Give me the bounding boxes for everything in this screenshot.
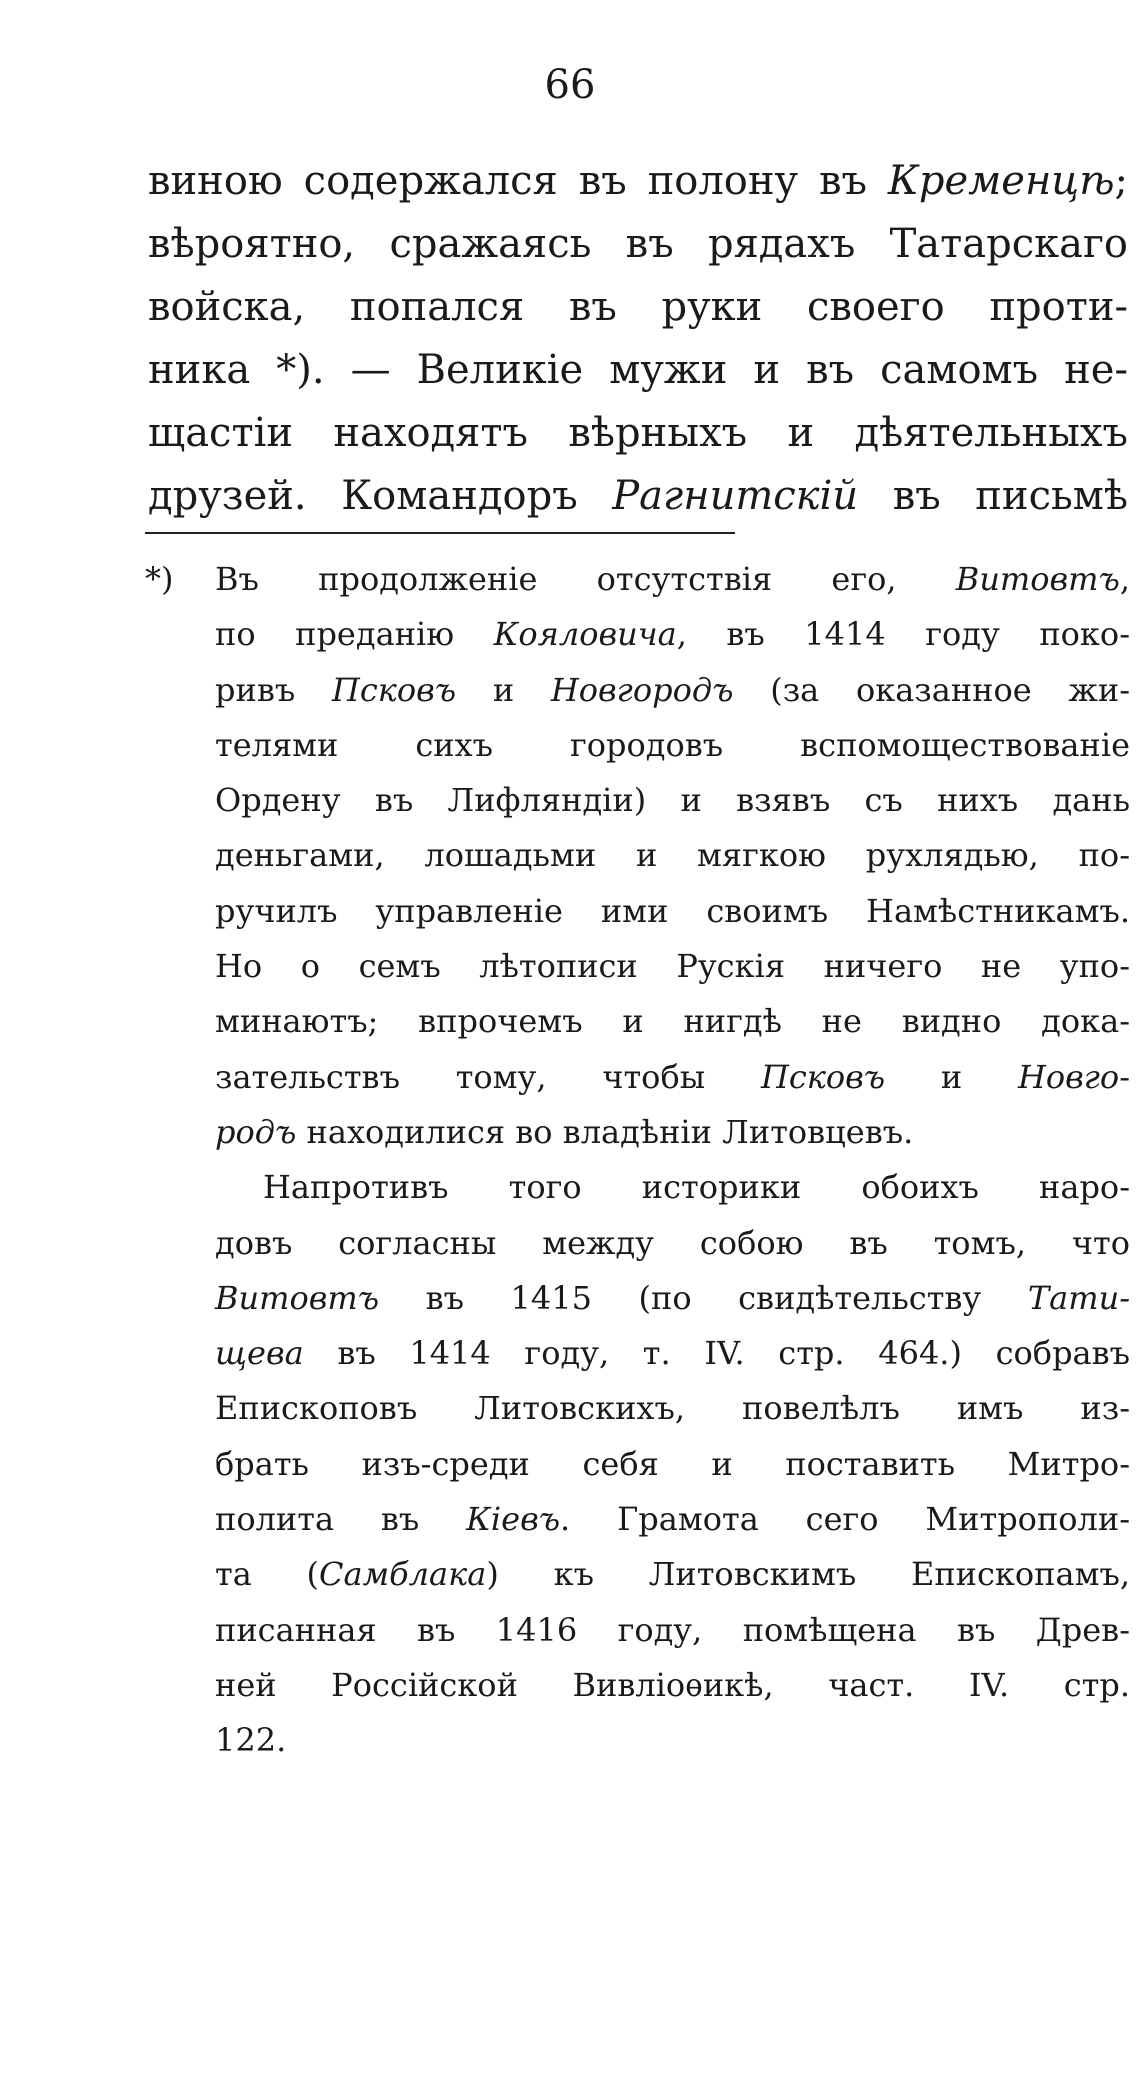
footnote-line — [145, 1326, 1130, 1381]
footnote-line — [145, 1216, 1130, 1271]
footnote-line — [145, 1437, 1130, 1492]
text-segment: писанная въ 1416 году, помѣщена въ Древ- — [215, 1610, 1130, 1649]
footnote-rule — [145, 532, 735, 534]
italic-name: родъ — [215, 1112, 297, 1151]
text-segment: полита въ — [215, 1500, 467, 1539]
text-segment: (за оказанное жи- — [733, 670, 1130, 709]
footnote-line — [145, 663, 1130, 718]
text-segment: зательствъ тому, чтобы — [215, 1057, 761, 1096]
text-segment: Но о семъ лѣтописи Рускія ничего не упо- — [215, 947, 1130, 986]
text-segment: вѣроятно, сражаясь въ рядахъ Татарскаго — [148, 221, 1128, 267]
text-segment: ручилъ управленіе ими своимъ Намѣстникамъ. — [215, 891, 1130, 930]
text-segment: ) къ Литовскимъ Епископамъ, — [486, 1555, 1131, 1594]
text-segment: ривъ — [215, 670, 332, 709]
footnote-line — [145, 1547, 1130, 1602]
footnote — [145, 552, 1130, 1769]
text-segment: та ( — [215, 1555, 320, 1594]
text-segment: . Грамота сего Митрополи- — [560, 1500, 1131, 1539]
text-segment: Ордену въ Лифляндіи) и взявъ съ нихъ дань — [215, 781, 1130, 820]
footnote-line — [145, 773, 1130, 828]
text-segment: и — [885, 1057, 1018, 1096]
text-segment: довъ согласны между собою въ томъ, что — [215, 1223, 1130, 1262]
text-segment: Въ продолженіе отсутствія его, — [215, 560, 956, 598]
italic-name: Кіевъ — [466, 1500, 561, 1539]
footnote-line — [145, 1713, 1130, 1768]
text-segment: телями сихъ городовъ вспомоществованіе — [215, 725, 1130, 764]
text-segment: деньгами, лошадьми и мягкою рухлядью, по- — [215, 836, 1130, 875]
italic-name: Новгородъ — [550, 670, 734, 709]
text-line — [148, 150, 1128, 213]
footnote-line — [145, 1658, 1130, 1713]
text-segment: въ письмѣ — [858, 473, 1128, 519]
footnote-line — [145, 552, 1130, 607]
footnote-line — [145, 828, 1130, 883]
italic-name: Новго- — [1017, 1057, 1130, 1096]
text-segment: , въ 1414 году поко- — [676, 615, 1131, 654]
footnote-line — [145, 1381, 1130, 1436]
text-segment: по преданію — [215, 615, 494, 654]
footnote-line — [145, 607, 1130, 662]
footnote-line — [145, 1271, 1130, 1326]
page-number: 66 — [544, 62, 596, 108]
italic-name: Самблака — [319, 1555, 487, 1594]
text-segment: щастіи находятъ вѣрныхъ и дѣятельныхъ — [148, 410, 1128, 456]
footnote-line — [145, 1050, 1130, 1105]
text-line — [148, 213, 1128, 276]
italic-name: Витовтъ — [215, 1278, 380, 1317]
footnote-line — [145, 939, 1130, 994]
footnote-marker: *) — [145, 560, 174, 598]
text-segment: виною содержался въ полону въ — [148, 158, 888, 204]
text-segment: 122. — [215, 1721, 287, 1760]
footnote-line — [145, 1105, 1130, 1160]
text-line — [148, 276, 1128, 339]
italic-name: Кояловича — [493, 615, 677, 654]
footnote-line — [145, 718, 1130, 773]
main-text — [148, 150, 1128, 528]
text-line — [148, 339, 1128, 402]
text-line — [148, 465, 1128, 528]
text-segment: , — [1119, 560, 1130, 598]
footnote-line — [145, 994, 1130, 1049]
italic-name: Рагнитскій — [612, 473, 859, 519]
text-segment: и — [456, 670, 551, 709]
text-segment: друзей. Командоръ — [148, 473, 613, 519]
italic-name: Псковъ — [331, 670, 457, 709]
text-segment: въ 1414 году, т. IV. стр. 464.) собравъ — [303, 1334, 1130, 1373]
italic-name: Псковъ — [760, 1057, 886, 1096]
footnote-line — [145, 1492, 1130, 1547]
italic-name: щева — [215, 1334, 304, 1373]
text-segment: въ 1415 (по свидѣтельству — [379, 1278, 1028, 1317]
text-segment: ника *). — Великіе мужи и въ самомъ не- — [148, 347, 1128, 393]
text-segment: Епископовъ Литовскихъ, повелѣлъ имъ из- — [215, 1389, 1130, 1428]
italic-name: Тати- — [1027, 1278, 1130, 1317]
italic-name: Витовтъ — [955, 560, 1120, 598]
text-line — [148, 402, 1128, 465]
text-segment: ; — [1114, 158, 1128, 204]
text-segment: брать изъ-среди себя и поставить Митро- — [215, 1444, 1130, 1483]
text-segment: находилися во владѣніи Литовцевъ. — [296, 1112, 914, 1151]
footnote-line — [145, 1160, 1130, 1215]
italic-name: Кременцѣ — [887, 158, 1115, 204]
text-segment: минаютъ; впрочемъ и нигдѣ не видно дока- — [215, 1002, 1130, 1041]
text-segment: войска, попался въ руки своего проти- — [148, 284, 1128, 330]
text-segment: ней Россійской Вивліоѳикѣ, част. IV. стр. — [215, 1665, 1130, 1704]
footnote-line — [145, 1603, 1130, 1658]
text-segment: Напротивъ того историки обоихъ наро- — [263, 1168, 1130, 1207]
footnote-line — [145, 884, 1130, 939]
